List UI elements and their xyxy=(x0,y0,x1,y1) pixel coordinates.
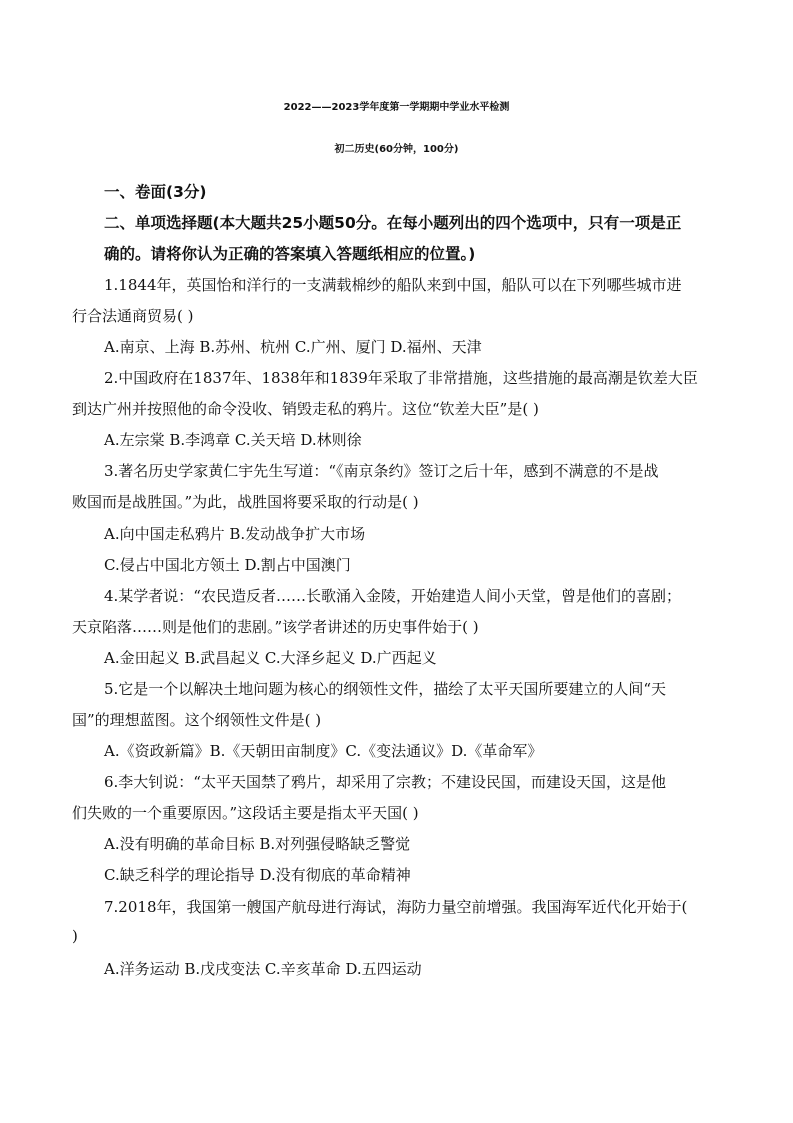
q4-options: A.金田起义 B.武昌起义 C.大泽乡起义 D.广西起义 xyxy=(104,649,437,667)
q1-stem-line1: 1.1844年，英国怡和洋行的一支满载棉纱的船队来到中国，船队可以在下列哪些城市进 xyxy=(104,276,682,294)
q1-stem-line2: 行合法通商贸易( ) xyxy=(72,307,194,325)
q6-stem-line2: 们失败的一个重要原因。”这段话主要是指太平天国( ) xyxy=(72,804,419,822)
section-2-heading-line1: 二、单项选择题(本大题共25小题50分。在每小题列出的四个选项中，只有一项是正 xyxy=(104,214,682,232)
q6-stem-line1: 6.李大钊说：“太平天国禁了鸦片，却采用了宗教；不建设民国，而建设天国，这是他 xyxy=(104,773,666,791)
q5-stem-line2: 国”的理想蓝图。这个纲领性文件是( ) xyxy=(72,711,322,729)
q6-options-line2: C.缺乏科学的理论指导 D.没有彻底的革命精神 xyxy=(104,866,411,884)
q3-stem-line1: 3.著名历史学家黄仁宇先生写道：“《南京条约》签订之后十年，感到不满意的不是战 xyxy=(104,462,659,480)
q4-stem-line1: 4.某学者说：“农民造反者……长歌涌入金陵，开始建造人间小天堂，曾是他们的喜剧； xyxy=(104,587,681,605)
exam-title: 2022——2023学年度第一学期期中学业水平检测 xyxy=(283,102,510,113)
q7-stem-line2: ) xyxy=(72,927,78,945)
q1-options: A.南京、上海 B.苏州、杭州 C.广州、厦门 D.福州、天津 xyxy=(104,338,482,356)
section-2-heading-line2: 确的。请将你认为正确的答案填入答题纸相应的位置。) xyxy=(104,245,476,263)
q6-options-line1: A.没有明确的革命目标 B.对列强侵略缺乏警觉 xyxy=(104,835,411,853)
section-1-heading: 一、卷面(3分) xyxy=(104,183,207,201)
q5-stem-line1: 5.它是一个以解决土地问题为核心的纲领性文件，描绘了太平天国所要建立的人间“天 xyxy=(104,680,666,698)
q5-options: A.《资政新篇》B.《天朝田亩制度》C.《变法通议》D.《革命军》 xyxy=(104,742,543,760)
q3-options-line1: A.向中国走私鸦片 B.发动战争扩大市场 xyxy=(104,525,366,543)
q2-stem-line2: 到达广州并按照他的命令没收、销毁走私的鸦片。这位“钦差大臣”是( ) xyxy=(72,400,539,418)
q7-options: A.洋务运动 B.戊戌变法 C.辛亥革命 D.五四运动 xyxy=(104,960,422,978)
q2-stem-line1: 2.中国政府在1837年、1838年和1839年采取了非常措施，这些措施的最高潮是钦差大臣 xyxy=(104,369,698,387)
q3-stem-line2: 败国而是战胜国。”为此，战胜国将要采取的行动是( ) xyxy=(72,493,419,511)
q7-stem-line1: 7.2018年，我国第一艘国产航母进行海试，海防力量空前增强。我国海军近代化开始于( xyxy=(104,898,688,916)
exam-subtitle: 初二历史(60分钟，100分) xyxy=(334,144,459,155)
q4-stem-line2: 天京陷落……则是他们的悲剧。”该学者讲述的历史事件始于( ) xyxy=(72,618,479,636)
q2-options: A.左宗棠 B.李鸿章 C.关天培 D.林则徐 xyxy=(104,431,362,449)
q3-options-line2: C.侵占中国北方领土 D.割占中国澳门 xyxy=(104,556,351,574)
